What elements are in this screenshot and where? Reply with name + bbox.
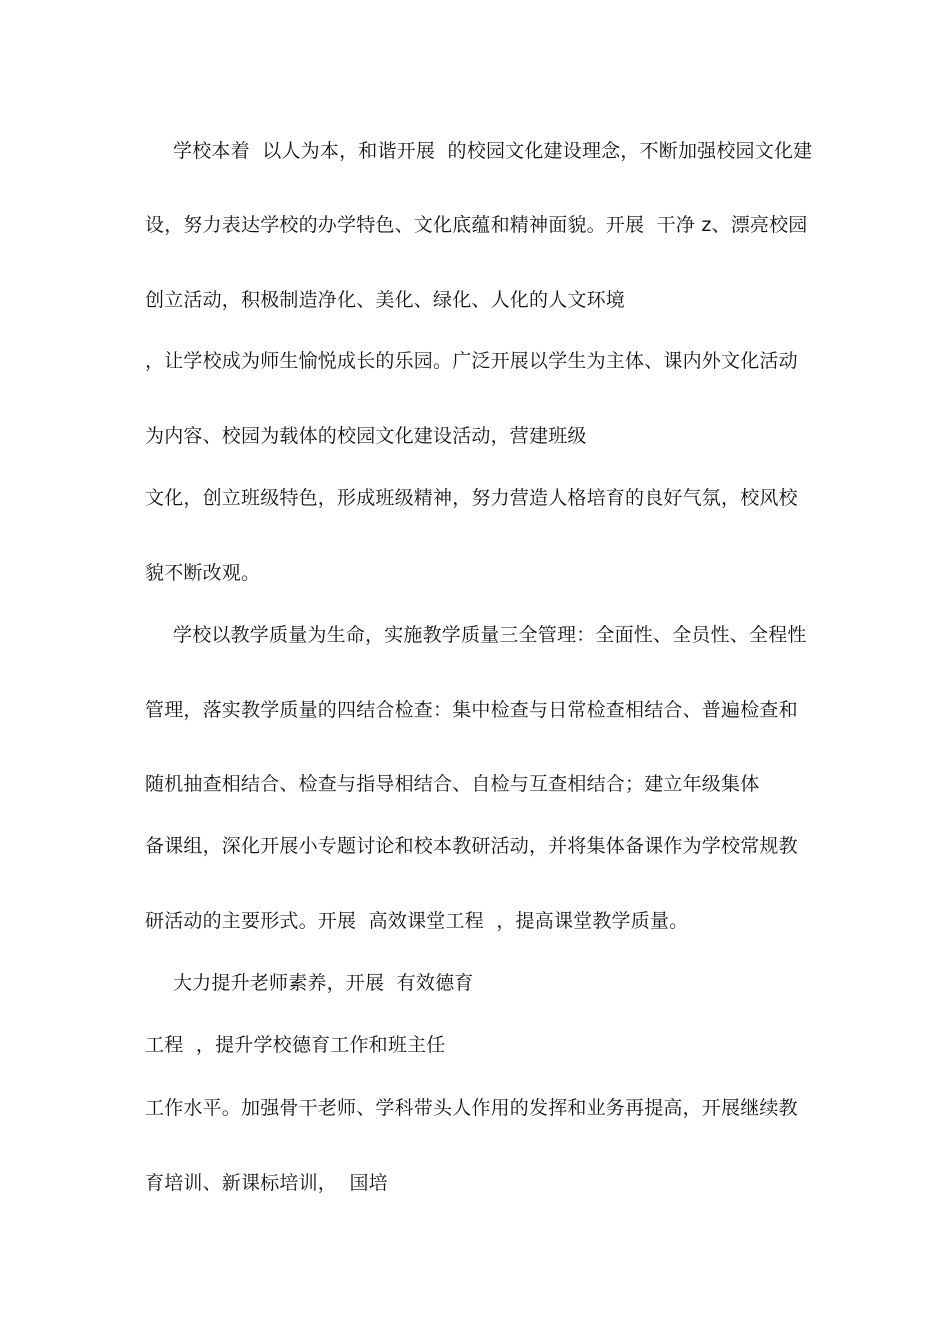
paragraph-1-line-4: ，让学校成为师生愉悦成长的乐园。广泛开展以学生为主体、课内外文化活动: [145, 350, 798, 372]
paragraph-1-line-7: 貌不断改观。: [145, 562, 261, 584]
paragraph-2-line-3: 随机抽查相结合、检查与指导相结合、自检与互查相结合；建立年级集体: [145, 773, 760, 795]
paragraph-2-line-5: 研活动的主要形式。开展 高效课堂工程 ，提高课堂教学质量。: [145, 910, 689, 932]
paragraph-3-line-4: 育培训、新课标培训， 国培: [145, 1172, 388, 1194]
paragraph-1-line-5: 为内容、校园为载体的校园文化建设活动，营建班级: [145, 425, 587, 447]
paragraph-3-line-2: 工程 ，提升学校德育工作和班主任: [145, 1034, 446, 1056]
paragraph-1-line-6: 文化，创立班级特色，形成班级精神，努力营造人格培育的良好气氛，校风校: [145, 487, 798, 509]
paragraph-1-line-1: 学校本着 以人为本，和谐开展 的校园文化建设理念，不断加强校园文化建: [173, 140, 813, 162]
paragraph-2-line-2: 管理，落实教学质量的四结合检查：集中检查与日常检查相结合、普遍检查和: [145, 699, 798, 721]
paragraph-2-line-4: 备课组，深化开展小专题讨论和校本教研活动，并将集体备课作为学校常规教: [145, 835, 798, 857]
paragraph-1-line-2: 设，努力表达学校的办学特色、文化底蕴和精神面貌。开展 干净 z、漂亮校园: [145, 214, 808, 236]
paragraph-3-line-3: 工作水平。加强骨干老师、学科带头人作用的发挥和业务再提高，开展继续教: [145, 1097, 798, 1119]
paragraph-1-line-3: 创立活动，积极制造净化、美化、绿化、人化的人文环境: [145, 289, 626, 311]
paragraph-3-line-1: 大力提升老师素养，开展 有效德育: [173, 972, 474, 994]
paragraph-2-line-1: 学校以教学质量为生命，实施教学质量三全管理：全面性、全员性、全程性: [173, 624, 807, 646]
